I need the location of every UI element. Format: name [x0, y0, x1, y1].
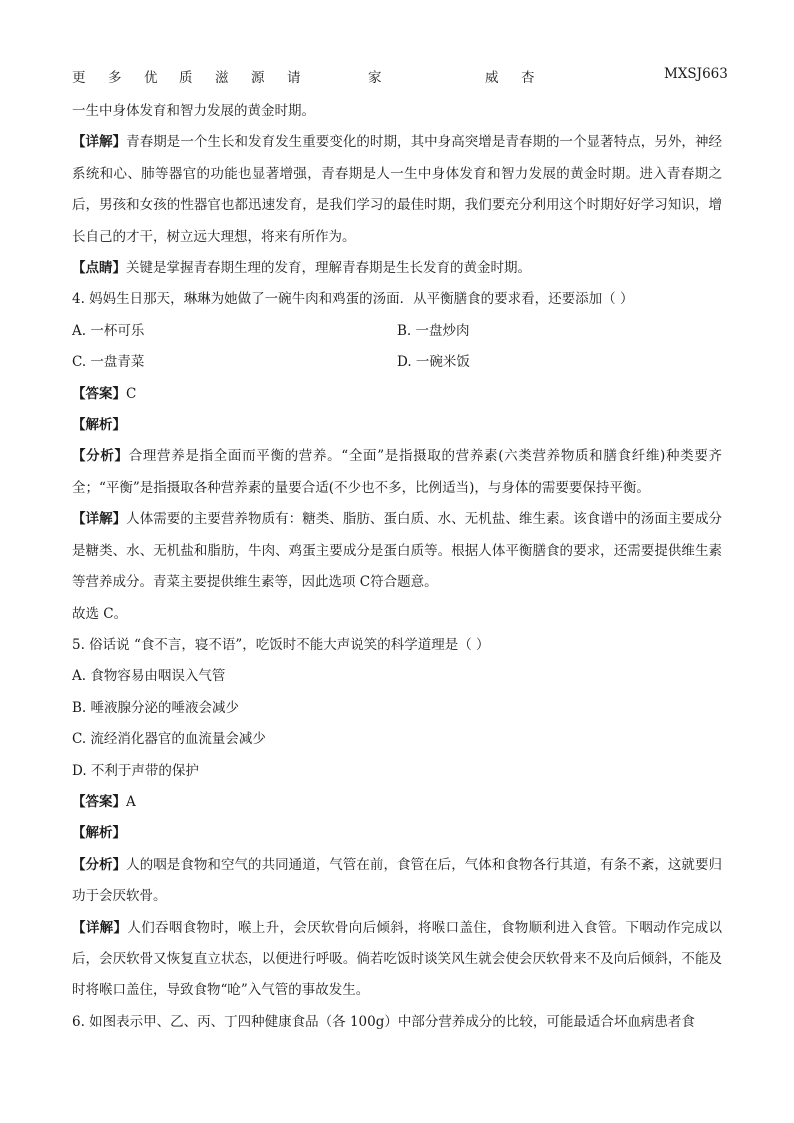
answer-value: A: [126, 793, 136, 810]
paragraph-text: 人的咽是食物和空气的共同通道，气管在前，食管在后，气体和食物各行其道，有条不紊，这就要归功于会厌软骨。: [72, 856, 723, 905]
options-row: [72, 347, 722, 378]
paragraph-detail: [72, 913, 722, 1007]
header-code: MXSJ663: [664, 66, 728, 82]
section-tag: 【详解】: [72, 134, 127, 151]
section-tag: 【详解】: [72, 511, 127, 528]
paragraph-text: 合理营养是指全面而平衡的营养。“全面”是指摄取的营养素(六类营养物质和膳食纤维)种类要齐全；“平衡”是指摄取各种营养素的量要合适(不少也不多，比例适当)，与身体的需要要保持平衡。: [72, 448, 723, 496]
header-char: 多: [108, 70, 122, 86]
header-char: 质: [179, 70, 193, 86]
paragraph-detail: [72, 127, 722, 253]
section-tag: 【详解】: [72, 919, 128, 936]
header-char: 更: [72, 70, 86, 86]
option-b: B. 一盘炒肉: [397, 322, 470, 339]
header-char: 源: [251, 70, 265, 86]
paragraph-text: 人体需要的主要营养物质有：糖类、脂肪、蛋白质、水、无机盐、维生素。该食谱中的汤面主要成分是糖类、水、无机盐和脂肪，牛肉、鸡蛋主要成分是蛋白质等。根据人体平衡膳食的要求，还需要提供维生素等营养成分。青菜主要提供维生素等，因此选项 C符合题意。: [72, 511, 723, 591]
question-4: 4. 妈妈生日那天，琳琳为她做了一碗牛肉和鸡蛋的汤面．从平衡膳食的要求看，还要添加（ ）: [72, 291, 634, 308]
question-6: 6. 如图表示甲、乙、丙、丁四种健康食品（各 100g）中部分营养成分的比较，可能最适合坏血病患者食: [72, 1013, 695, 1030]
paragraph-analysis: [72, 441, 722, 504]
option-a: A. 一杯可乐: [72, 322, 145, 339]
section-tag: 【点睛】: [72, 260, 126, 277]
page-header: [72, 66, 728, 86]
option-c: C. 一盘青菜: [72, 354, 145, 371]
section-tag: 【解析】: [72, 417, 126, 434]
section-tag: 【答案】: [72, 385, 126, 402]
document-body: [72, 96, 722, 1038]
section-tag: 【分析】: [72, 448, 129, 465]
paragraph-analysis: [72, 850, 722, 913]
answer-line: [72, 787, 722, 818]
paragraph-text: 关键是掌握青春期生理的发育，理解青春期是生长发育的黄金时期。: [126, 260, 531, 277]
option-d: D. 一碗米饭: [397, 354, 470, 371]
section-tag: 【分析】: [72, 856, 127, 873]
options-row: [72, 316, 722, 347]
header-char: 威: [485, 70, 499, 86]
header-char: 家: [368, 70, 382, 86]
option-d: D. 不利于声带的保护: [72, 762, 199, 779]
answer-value: C: [126, 385, 137, 402]
analysis-heading: [72, 410, 722, 441]
option-b: B. 唾液腺分泌的唾液会减少: [72, 699, 240, 716]
section-tag: 【答案】: [72, 793, 126, 810]
paragraph: 一生中身体发育和智力发展的黄金时期。: [72, 103, 315, 119]
analysis-heading: [72, 818, 722, 849]
conclusion: 故选 C。: [72, 605, 128, 622]
paragraph-text: 人们吞咽食物时，喉上升，会厌软骨向后倾斜，将喉口盖住，食物顺利进入食管。下咽动作完成以后，会厌软骨又恢复直立状态，以便进行呼吸。倘若吃饭时谈笑风生就会使会厌软骨来不及向后倾斜，不能及时将喉口盖住，导致食物“呛”入气管的事故发生。: [72, 919, 723, 999]
paragraph-note: [72, 253, 722, 284]
answer-line: [72, 379, 722, 410]
header-char: 请: [287, 70, 301, 86]
paragraph-text: 青春期是一个生长和发育发生重要变化的时期，其中身高突增是青春期的一个显著特点，另外，神经系统和心、肺等器官的功能也显著增强，青春期是人一生中身体发育和智力发展的黄金时期。进入青春期之后，男孩和女孩的性器官也都迅速发育，是我们学习的最佳时期，我们要充分利用这个时期好好学习知识，增长自己的才干，树立远大理想，将来有所作为。: [72, 134, 723, 245]
header-char: 优: [144, 70, 158, 86]
option-c: C. 流经消化器官的血流量会减少: [72, 731, 266, 748]
section-tag: 【解析】: [72, 825, 126, 842]
header-char: 杏: [521, 70, 535, 86]
paragraph-detail: [72, 504, 722, 598]
header-char: 滋: [215, 70, 229, 86]
question-5: 5. 俗话说 “食不言，寝不语”，吃饭时不能大声说笑的科学道理是（ ）: [72, 636, 490, 653]
option-a: A. 食物容易由咽误入气管: [72, 668, 226, 685]
